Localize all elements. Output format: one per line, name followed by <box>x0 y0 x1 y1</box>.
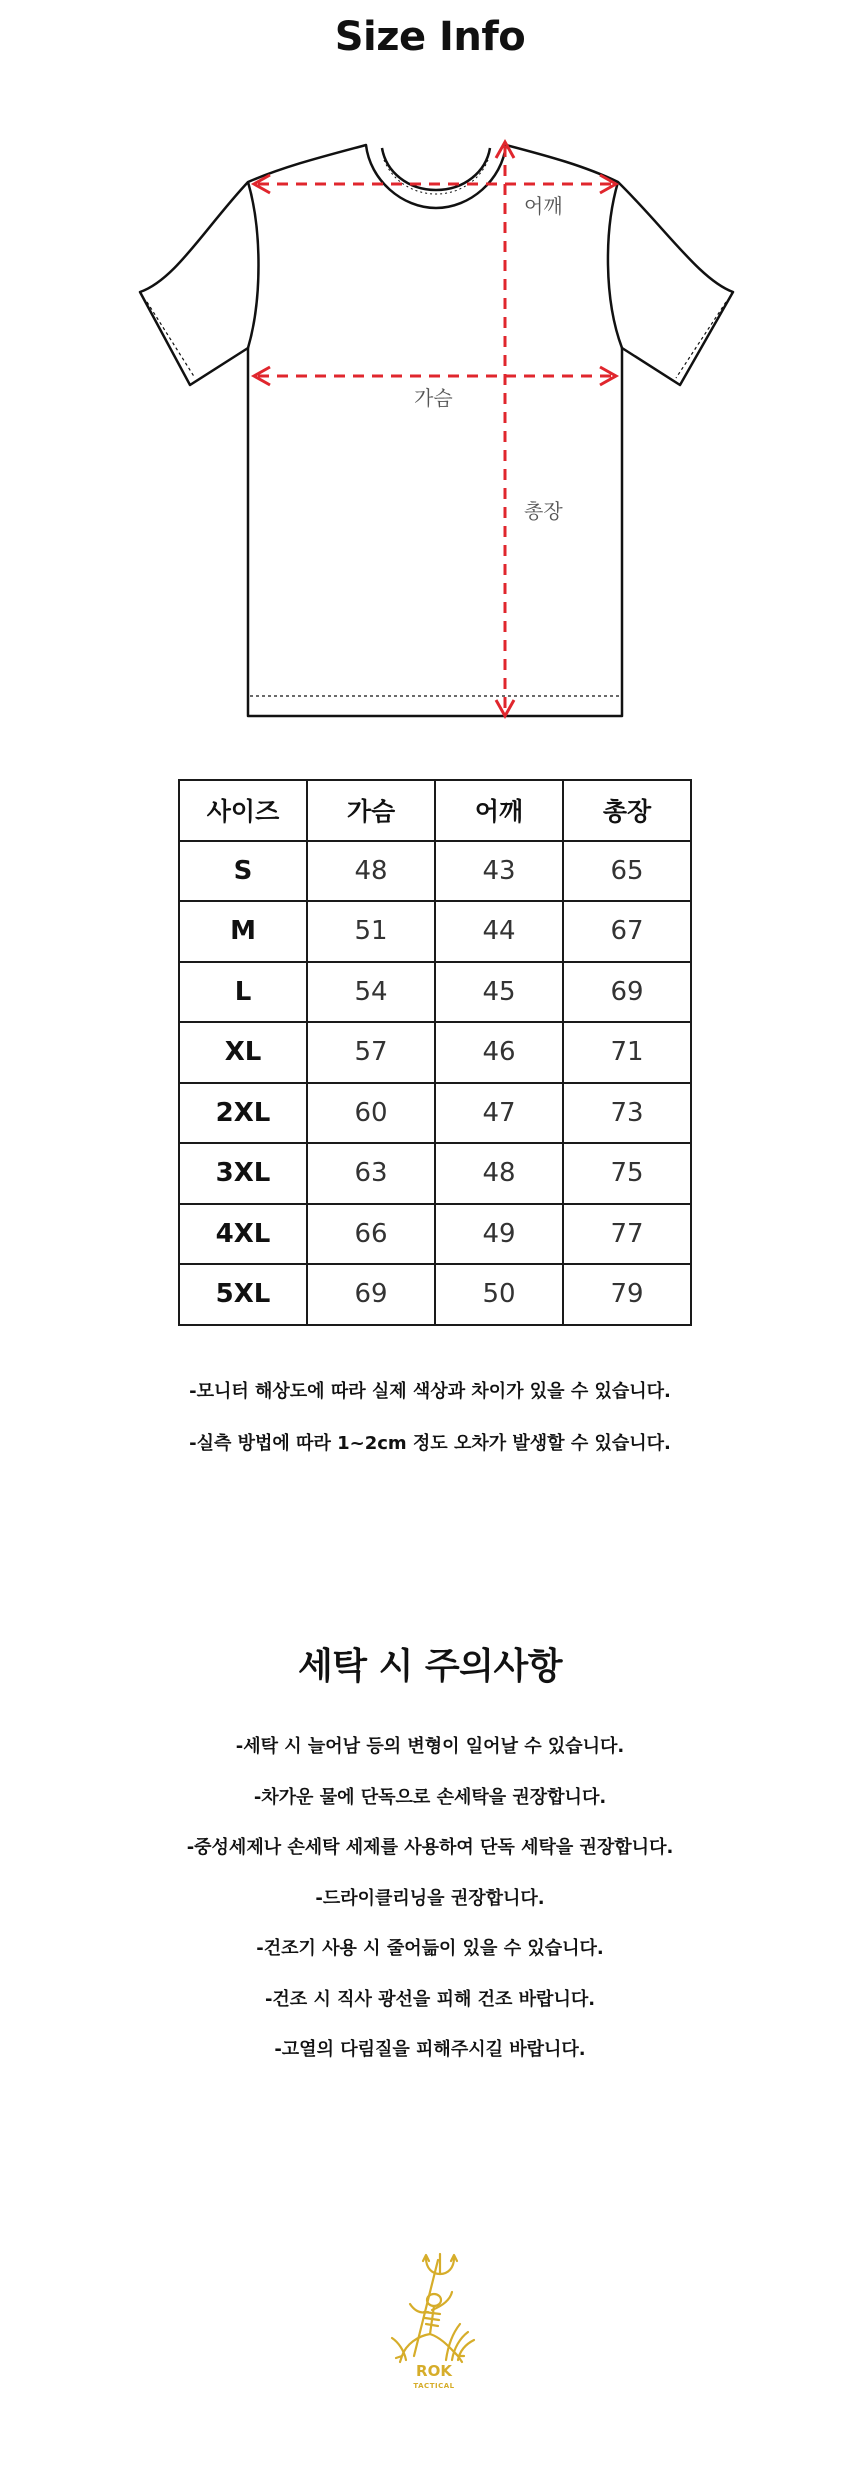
rok-tactical-logo <box>376 2252 492 2392</box>
chest-cell: 69 <box>307 1264 435 1325</box>
table-row <box>179 1022 691 1083</box>
chest-cell: 48 <box>307 841 435 902</box>
size-table <box>178 779 692 1326</box>
header-length: 총장 <box>563 780 691 841</box>
wash-care-item: -중성세제나 손세탁 세제를 사용하여 단독 세탁을 권장합니다. <box>186 1837 674 1858</box>
length-cell: 75 <box>563 1143 691 1204</box>
length-cell: 77 <box>563 1204 691 1265</box>
size-cell: S <box>179 841 307 902</box>
tshirt-measurement-diagram <box>0 120 860 740</box>
logo-text-main: ROK <box>416 2362 452 2380</box>
shoulder-cell: 49 <box>435 1204 563 1265</box>
table-row <box>179 1083 691 1144</box>
table-row <box>179 841 691 902</box>
chest-cell: 57 <box>307 1022 435 1083</box>
table-row <box>179 1264 691 1325</box>
table-row <box>179 1143 691 1204</box>
length-measure-line <box>496 142 514 716</box>
length-cell: 71 <box>563 1022 691 1083</box>
note-line: -모니터 해상도에 따라 실제 색상과 차이가 있을 수 있습니다. <box>189 1381 671 1402</box>
wash-care-item: -고열의 다림질을 피해주시길 바랍니다. <box>274 2039 586 2060</box>
wash-care-list <box>0 1722 860 2076</box>
length-cell: 69 <box>563 962 691 1023</box>
size-cell: M <box>179 901 307 962</box>
shoulder-cell: 44 <box>435 901 563 962</box>
tshirt-outline <box>140 145 733 716</box>
wash-care-item: -드라이클리닝을 권장합니다. <box>315 1887 545 1909</box>
length-cell: 73 <box>563 1083 691 1144</box>
chest-cell: 51 <box>307 901 435 962</box>
measurement-notes <box>0 1366 860 1470</box>
size-cell: 3XL <box>179 1143 307 1204</box>
logo-text-sub: TACTICAL <box>413 2382 455 2390</box>
shoulder-cell: 43 <box>435 841 563 902</box>
size-cell: 4XL <box>179 1204 307 1265</box>
length-label: 총장 <box>524 499 563 523</box>
size-table-header-row <box>179 780 691 841</box>
table-row <box>179 901 691 962</box>
size-cell: 2XL <box>179 1083 307 1144</box>
size-cell: 5XL <box>179 1264 307 1325</box>
size-info-title: Size Info <box>334 14 526 60</box>
chest-label: 가슴 <box>414 386 453 410</box>
wash-care-title: 세탁 시 주의사항 <box>298 1646 562 1687</box>
shoulder-cell: 50 <box>435 1264 563 1325</box>
shoulder-cell: 47 <box>435 1083 563 1144</box>
wash-care-item: -차가운 물에 단독으로 손세탁을 권장합니다. <box>253 1786 607 1808</box>
chest-cell: 63 <box>307 1143 435 1204</box>
shoulder-cell: 48 <box>435 1143 563 1204</box>
size-cell: XL <box>179 1022 307 1083</box>
header-chest: 가슴 <box>307 780 435 841</box>
wash-care-item: -건조기 사용 시 줄어듦이 있을 수 있습니다. <box>256 1938 604 1959</box>
wash-care-item: -건조 시 직사 광선을 피해 건조 바랍니다. <box>264 1988 596 2010</box>
length-cell: 65 <box>563 841 691 902</box>
chest-cell: 66 <box>307 1204 435 1265</box>
note-line: -실측 방법에 따라 1~2cm 정도 오차가 발생할 수 있습니다. <box>189 1433 671 1454</box>
header-size: 사이즈 <box>179 780 307 841</box>
frog-trident-icon <box>376 2252 492 2392</box>
shoulder-label: 어깨 <box>524 194 563 218</box>
length-cell: 67 <box>563 901 691 962</box>
chest-cell: 54 <box>307 962 435 1023</box>
shoulder-cell: 46 <box>435 1022 563 1083</box>
chest-cell: 60 <box>307 1083 435 1144</box>
header-shoulder: 어깨 <box>435 780 563 841</box>
tshirt-svg <box>0 120 860 740</box>
shoulder-cell: 45 <box>435 962 563 1023</box>
length-cell: 79 <box>563 1264 691 1325</box>
table-row <box>179 962 691 1023</box>
wash-care-item: -세탁 시 늘어남 등의 변형이 일어날 수 있습니다. <box>235 1736 625 1757</box>
table-row <box>179 1204 691 1265</box>
size-cell: L <box>179 962 307 1023</box>
chest-measure-line <box>254 367 616 385</box>
